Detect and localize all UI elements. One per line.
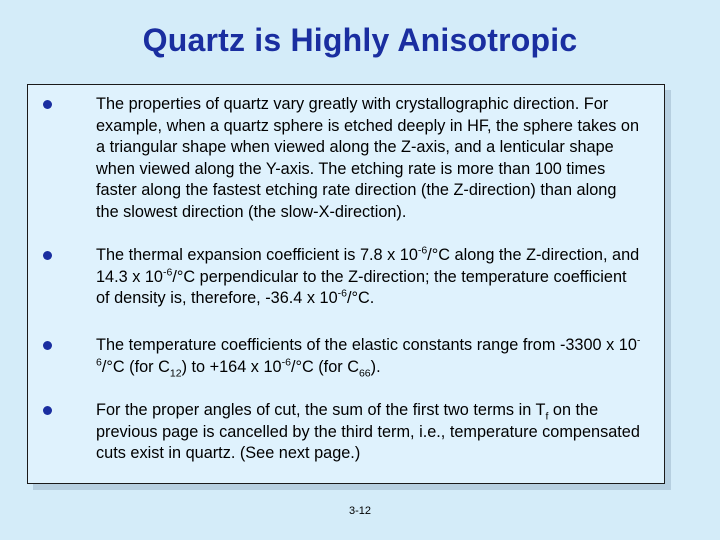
page-number: 3-12 — [348, 505, 372, 517]
bullet-text: For the proper angles of cut, the sum of the first two terms in $T_f$ on the previous page is cancelled by the third term, i.e., temperature compensated cuts exist in quartz. (See next page.) — [96, 401, 640, 462]
bullet-item-elastic-constants — [41, 335, 641, 378]
slide-title: Quartz is Highly Anisotropic — [142, 22, 578, 58]
bullet-icon — [43, 100, 52, 109]
bullet-text: The thermal expansion coefficient is 7.8 x $10^{-6}/^\circ C$ along the Z-direction, and 14.3 x $10^{-6}/^\circ C$ perpendicular to the Z-direction; the temperature coefficient of density is, therefore, -36.4 x $10^{-6}/^\circ C$. — [96, 244, 640, 307]
bullet-icon — [43, 251, 52, 260]
bullet-icon — [43, 341, 52, 350]
bullet-text: The temperature coefficients of the elastic constants range from -3300 x $10^{-6}/^\circ C$ (for $C_{12}$) to +164 x $10^{-6}/^\circ C$ (for $C_{66}$). — [96, 334, 641, 379]
bullet-icon — [43, 406, 52, 415]
bullet-item-thermal-expansion — [41, 245, 641, 310]
bullet-text: The properties of quartz vary greatly with crystallographic direction. For example, when a quartz sphere is etched deeply in HF, the sphere takes on a triangular shape when viewed along the Z-axis, and a lenticular shape when viewed along the Y-axis. The etching rate is more than 100 times faster along the fastest etching rate direction (the Z-direction) than along the slowest direction (the slow-X-direction). — [96, 95, 640, 221]
content-panel — [27, 84, 665, 484]
bullet-item-etching — [41, 94, 641, 223]
bullet-item-compensated-cuts — [41, 400, 641, 465]
